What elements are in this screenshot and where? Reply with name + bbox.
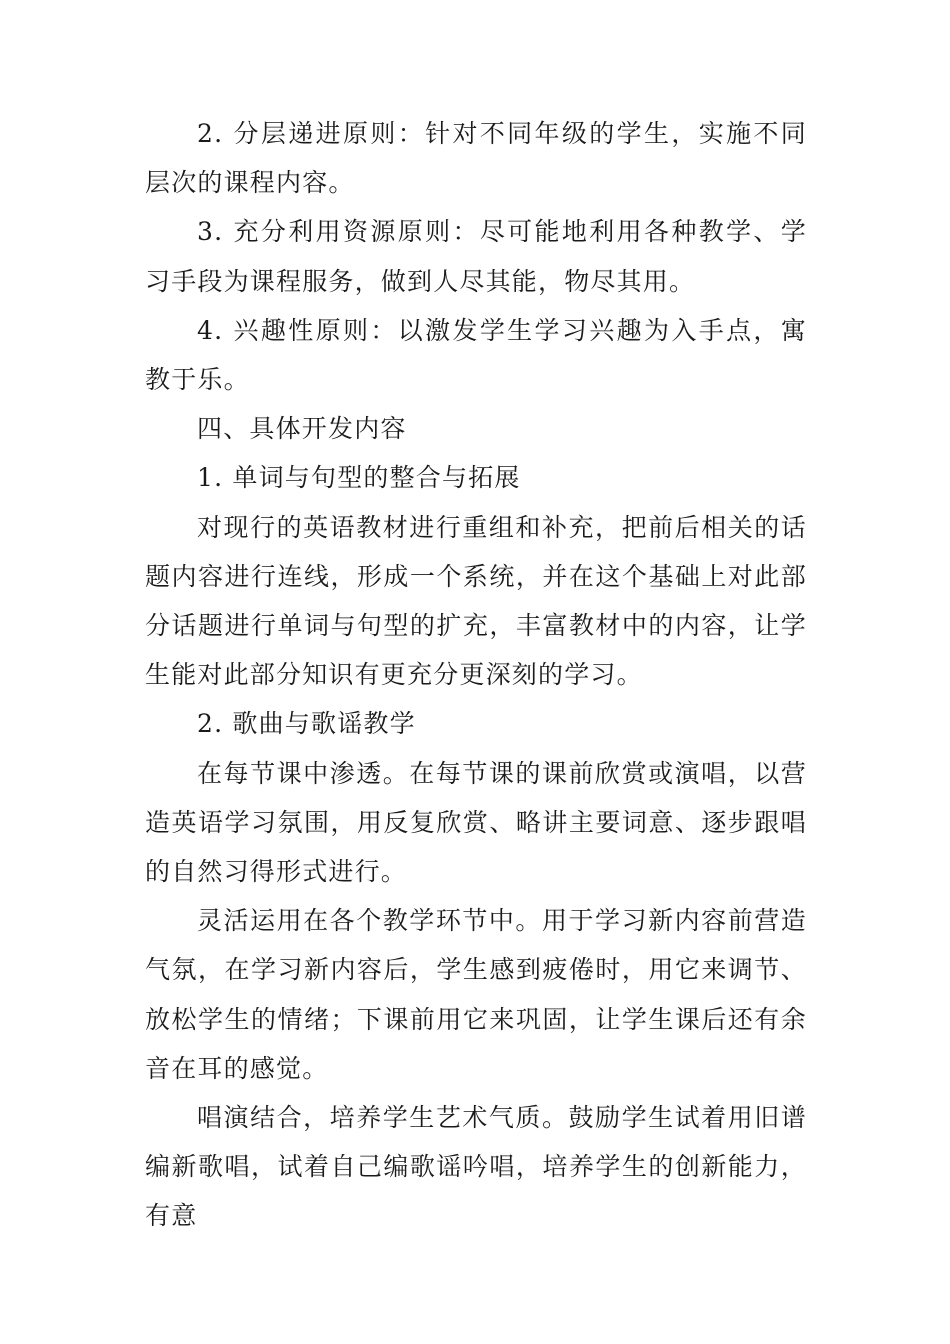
paragraph-vocabulary: 对现行的英语教材进行重组和补充，把前后相关的话题内容进行连线，形成一个系统，并在这个基础上对此部分话题进行单词与句型的扩充，丰富教材中的内容，让学生能对此部分知识有更充分更深刻的学习。 <box>145 512 807 690</box>
subheading-1: 1. 单词与句型的整合与拓展 <box>197 463 521 493</box>
section-heading-4: 四、具体开发内容 <box>197 414 407 444</box>
paragraph-principle-4: 4. 兴趣性原则：以激发学生学习兴趣为入手点，寓教于乐。 <box>145 315 807 395</box>
paragraph-principle-2: 2. 分层递进原则：针对不同年级的学生，实施不同层次的课程内容。 <box>145 119 807 198</box>
subheading-2: 2. 歌曲与歌谣教学 <box>197 709 416 739</box>
paragraph-songs-1: 在每节课中渗透。在每节课的课前欣赏或演唱，以营造英语学习氛围，用反复欣赏、略讲主要词意、逐步跟唱的自然习得形式进行。 <box>145 758 807 887</box>
document-page <box>145 109 807 1241</box>
paragraph-principle-3: 3. 充分利用资源原则：尽可能地利用各种教学、学习手段为课程服务，做到人尽其能，物尽其用。 <box>145 217 807 296</box>
paragraph-songs-2: 灵活运用在各个教学环节中。用于学习新内容前营造气氛，在学习新内容后，学生感到疲倦时，用它来调节、放松学生的情绪；下课前用它来巩固，让学生课后还有余音在耳的感觉。 <box>145 906 807 1083</box>
paragraph-songs-3: 唱演结合，培养学生艺术气质。鼓励学生试着用旧谱编新歌唱，试着自己编歌谣吟唱，培养学生的创新能力，有意 <box>145 1103 807 1231</box>
